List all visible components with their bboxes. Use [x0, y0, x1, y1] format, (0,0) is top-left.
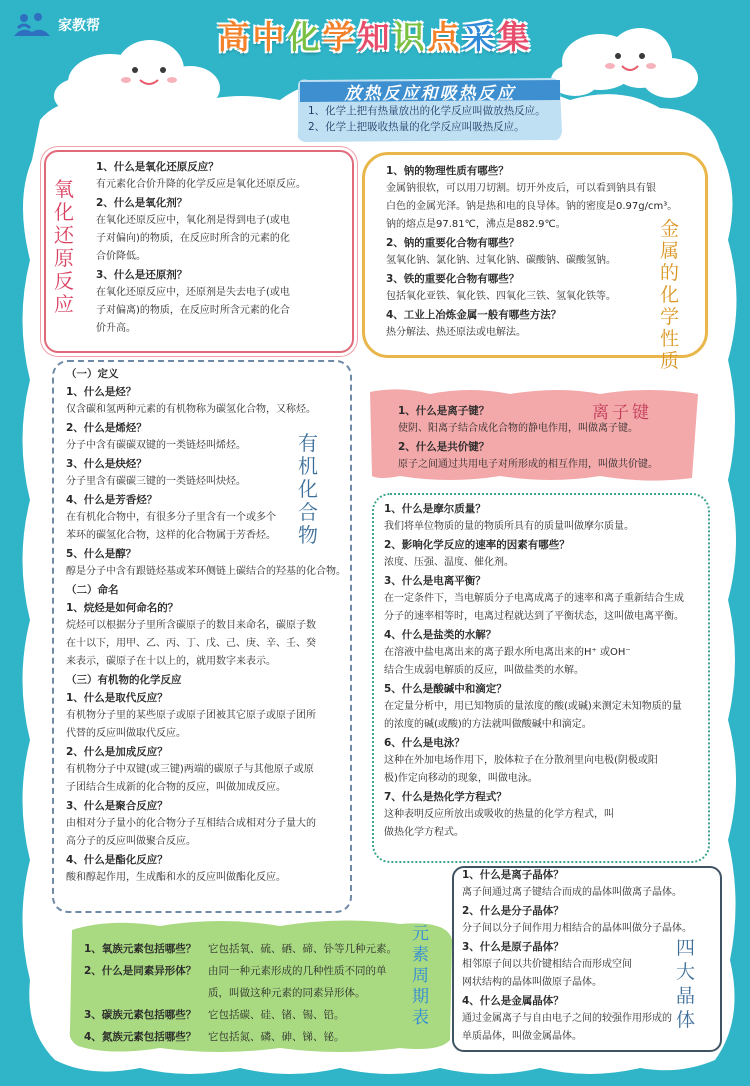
answer-line: 这种表明反应所放出或吸收的热量的化学方程式，叫	[384, 809, 614, 820]
answer-line: 在溶液中盐电离出来的离子跟水所电离出来的H⁺ 或OH⁻	[384, 647, 631, 658]
answer-line: 高分子的反应叫做聚合反应。	[66, 836, 196, 847]
answer-line: 酸和醇起作用，生成酯和水的反应叫做酯化反应。	[66, 872, 286, 883]
answer-line: 分子里含有碳碳三键的一类链烃叫炔烃。	[66, 476, 246, 487]
question: 1、什么是摩尔质量？	[384, 503, 486, 515]
title-char: 合	[298, 500, 318, 524]
title-char: 金	[660, 218, 680, 240]
title-char: 反	[54, 269, 74, 293]
question: 1、什么是离子键？	[398, 405, 490, 417]
crystal-content	[462, 866, 712, 1046]
answer-line: 在十以下，用甲、乙、丙、丁、戊、己、庚、辛、壬、癸	[66, 638, 316, 649]
question: 2、什么是同素异形体？	[84, 965, 197, 977]
question: 4、什么是芳香烃？	[66, 494, 158, 506]
answer-line: 我们将单位物质的量的物质所具有的质量叫做摩尔质量。	[384, 521, 634, 532]
title-char: 学	[660, 306, 680, 328]
answer-line: 醇是分子中含有跟链烃基或苯环侧链上碳结合的羟基的化合物。	[66, 566, 346, 577]
heat-line: 1、化学上把有热量放出的化学反应叫做放热反应。	[308, 105, 546, 117]
title-char: 物	[298, 523, 318, 547]
title-char: 化	[54, 200, 74, 224]
metal-content	[386, 162, 686, 342]
title-char: 知	[357, 18, 393, 56]
title-char: 体	[676, 1009, 696, 1031]
question: 2、什么是加成反应？	[66, 746, 168, 758]
question: 1、钠的物理性质有哪些？	[386, 165, 509, 177]
title-char: 期	[412, 987, 429, 1007]
metal-title	[660, 218, 679, 372]
answer-line: 包括氧化亚铁、氧化铁、四氧化三铁、氢氧化铁等。	[386, 291, 616, 302]
title-char: 采	[462, 18, 498, 56]
question: 3、什么是电离平衡？	[384, 575, 486, 587]
answer-line: 有元素化合价升降的化学反应是氧化还原反应。	[96, 179, 306, 190]
title-char: 元	[412, 924, 429, 944]
question: 1、什么是氧化还原反应？	[96, 161, 219, 173]
title-char: 原	[54, 246, 74, 270]
title-char: 质	[660, 350, 680, 372]
redox-title	[54, 178, 74, 316]
answer-line: 结合生成弱电解质的反应，叫做盐类的水解。	[384, 665, 584, 676]
answer-line: 在定量分析中，用已知物质的量浓度的酸(或碱)来测定未知物质的量	[384, 701, 682, 712]
answer-line: 原子之间通过共用电子对所形成的相互作用，叫做共价键。	[398, 459, 658, 470]
answer: 它包括碳、硅、锗、锡、铅。	[208, 1009, 345, 1021]
question: 7、什么是热化学方程式？	[384, 791, 507, 803]
answer-line: 网状结构的晶体叫做原子晶体。	[462, 977, 602, 988]
answer-line: 做热化学方程式。	[384, 827, 464, 838]
section-heading: （一）定义	[66, 368, 119, 380]
period-row	[84, 960, 424, 982]
answer-line: 由相对分子量小的化合物分子互相结合成相对分子量大的	[66, 818, 316, 829]
period-title	[412, 924, 429, 1029]
question: 2、影响化学反应的速率的因素有哪些？	[384, 539, 570, 551]
answer-line: 极)作定向移动的现象，叫做电泳。	[384, 773, 538, 784]
answer: 质，叫做这种元素的同素异形体。	[208, 987, 366, 999]
answer-line: 分子中含有碳碳双键的一类链烃叫烯烃。	[66, 440, 246, 451]
answer-line: 氢氧化钠、氯化钠、过氧化钠、碳酸钠、碳酸氢钠。	[386, 255, 616, 266]
question: 2、什么是共价键？	[398, 441, 490, 453]
title-char: 表	[412, 1008, 429, 1028]
answer-line: 代替的反应叫做取代反应。	[66, 728, 186, 739]
answer-line: 分子间以分子间作用力相结合的晶体叫做分子晶体。	[462, 923, 692, 934]
answer-line: 有机物分子里的某些原子或原子团被其它原子或原子团所	[66, 710, 316, 721]
period-row	[84, 938, 424, 960]
logo-text: 家教帮	[58, 18, 100, 34]
title-char: 点	[427, 18, 463, 56]
title-char: 的	[660, 262, 680, 284]
question: 6、什么是电泳？	[384, 737, 465, 749]
question: 2、钠的重要化合物有哪些？	[386, 237, 520, 249]
question: 1、烷烃是如何命名的？	[66, 602, 179, 614]
question: 1、什么是烃？	[66, 386, 137, 398]
question: 3、什么是原子晶体？	[462, 941, 564, 953]
misc-content	[384, 500, 710, 842]
organic-title	[298, 432, 318, 547]
title-char: 应	[54, 292, 74, 316]
redox-content	[96, 158, 346, 338]
question: 3、碳族元素包括哪些？	[84, 1009, 197, 1021]
title-char: 晶	[676, 985, 696, 1007]
title-char: 机	[298, 454, 318, 478]
answer-line: 单质晶体，叫做金属晶体。	[462, 1031, 582, 1042]
question: 1、氧族元素包括哪些？	[84, 943, 197, 955]
answer-line: 离子间通过离子键结合而成的晶体叫做离子晶体。	[462, 887, 682, 898]
question: 1、什么是取代反应？	[66, 692, 168, 704]
question: 5、什么是酸碱中和滴定？	[384, 683, 507, 695]
answer: 它包括氧、硫、硒、碲、钋等几种元素。	[208, 943, 397, 955]
crystal-title	[676, 936, 716, 1032]
title-char: 氧	[54, 177, 74, 201]
question: 3、什么是聚合反应？	[66, 800, 168, 812]
answer-line: 白色的金属光泽。钠是热和电的良导体。钠的密度是0.97g/cm³。	[386, 201, 678, 212]
heat-title: 放热反应和吸热反应	[344, 84, 516, 104]
answer-line: 合价降低。	[96, 251, 146, 262]
section-heading: （三）有机物的化学反应	[66, 674, 182, 686]
question: 3、什么是还原剂？	[96, 269, 188, 281]
answer-line: 金属钠很软，可以用刀切割。切开外皮后，可以看到钠具有银	[386, 183, 656, 194]
answer-line: 在氧化还原反应中，还原剂是失去电子(或电	[96, 287, 290, 298]
question: 4、什么是酯化反应？	[66, 854, 168, 866]
question: 4、什么是盐类的水解？	[384, 629, 497, 641]
title-char: 周	[412, 966, 429, 986]
title-char: 化	[660, 284, 680, 306]
question: 5、什么是醇？	[66, 548, 137, 560]
title-char: 化	[287, 18, 323, 56]
title-char: 性	[660, 328, 680, 350]
answer-line: 热分解法、热还原法或电解法。	[386, 327, 526, 338]
period-row-cont	[84, 982, 424, 1004]
question: 4、什么是金属晶体？	[462, 995, 564, 1007]
answer-line: 的浓度的碱(或酸)的方法就叫做酸碱中和滴定。	[384, 719, 592, 730]
period-row	[84, 1026, 424, 1048]
answer-line: 钠的熔点是97.81℃，沸点是882.9℃。	[386, 219, 566, 230]
title-char: 学	[322, 18, 358, 56]
answer-line: 分子的速率相等时，电离过程就达到了平衡状态，这叫做电离平衡。	[384, 611, 684, 622]
answer-line: 通过金属离子与自由电子之间的较强作用形成的	[462, 1013, 672, 1024]
answer-line: 有机物分子中双键(或三键)两端的碳原子与其他原子或原	[66, 764, 314, 775]
question: 1、什么是离子晶体？	[462, 869, 564, 881]
answer-line: 浓度、压强、温度、催化剂。	[384, 557, 514, 568]
answer-line: 相邻原子间以共价键相结合而形成空间	[462, 959, 632, 970]
answer: 它包括氮、磷、砷、锑、铋。	[208, 1031, 345, 1043]
answer-line: 在氧化还原反应中，氧化剂是得到电子(或电	[96, 215, 290, 226]
title-char: 还	[54, 223, 74, 247]
title-char: 属	[660, 240, 680, 262]
answer-line: 在一定条件下，当电解质分子电离成离子的速率和离子重新结合生成	[384, 593, 684, 604]
answer-line: 子对偏离)的物质，在反应时所含元素的化合	[96, 305, 290, 316]
title-char: 四	[676, 937, 696, 959]
period-content	[84, 938, 424, 1048]
answer-line: 这种在外加电场作用下，胶体粒子在分散剂里向电极(阴极或阳	[384, 755, 658, 766]
answer-line: 使阴、阳离子结合成化合物的静电作用，叫做离子键。	[398, 423, 638, 434]
question: 2、什么是分子晶体？	[462, 905, 564, 917]
answer-line: 子团结合生成新的化合物的反应，叫做加成反应。	[66, 782, 286, 793]
heat-line: 2、化学上把吸收热量的化学反应叫吸热反应。	[308, 121, 525, 133]
section-heading: （二）命名	[66, 584, 119, 596]
title-char: 化	[298, 477, 318, 501]
question: 2、什么是氧化剂？	[96, 197, 188, 209]
title-char: 高	[217, 18, 253, 56]
answer: 由同一种元素形成的几种性质不同的单	[208, 965, 387, 977]
ion-content	[398, 402, 694, 474]
title-char: 集	[497, 18, 533, 56]
question: 3、铁的重要化合物有哪些？	[386, 273, 520, 285]
title-char: 素	[412, 945, 429, 965]
answer-line: 子对偏向)的物质，在反应时所含的元素的化	[96, 233, 290, 244]
question: 2、什么是烯烃？	[66, 422, 147, 434]
answer-line: 价升高。	[96, 323, 136, 334]
question: 4、氮族元素包括哪些？	[84, 1031, 197, 1043]
answer-line: 苯环的碳氢化合物，这样的化合物属于芳香烃。	[66, 530, 276, 541]
ion-title: 离子键	[592, 403, 652, 423]
title-char: 中	[252, 18, 288, 56]
answer-line: 来表示，碳原子在十以上的，就用数字来表示。	[66, 656, 276, 667]
title-char: 有	[298, 431, 318, 455]
answer-line: 在有机化合物中，有很多分子里含有一个或多个	[66, 512, 276, 523]
answer-line: 烷烃可以根据分子里所含碳原子的数目来命名，碳原子数	[66, 620, 316, 631]
heat-lines	[308, 103, 546, 135]
question: 4、工业上冶炼金属一般有哪些方法？	[386, 309, 562, 321]
title-char: 大	[676, 961, 696, 983]
page-title	[0, 12, 750, 58]
answer-line: 仅含碳和氢两种元素的有机物称为碳氢化合物，又称烃。	[66, 404, 316, 415]
question: 3、什么是炔烃？	[66, 458, 147, 470]
title-char: 识	[392, 18, 428, 56]
period-row	[84, 1004, 424, 1026]
